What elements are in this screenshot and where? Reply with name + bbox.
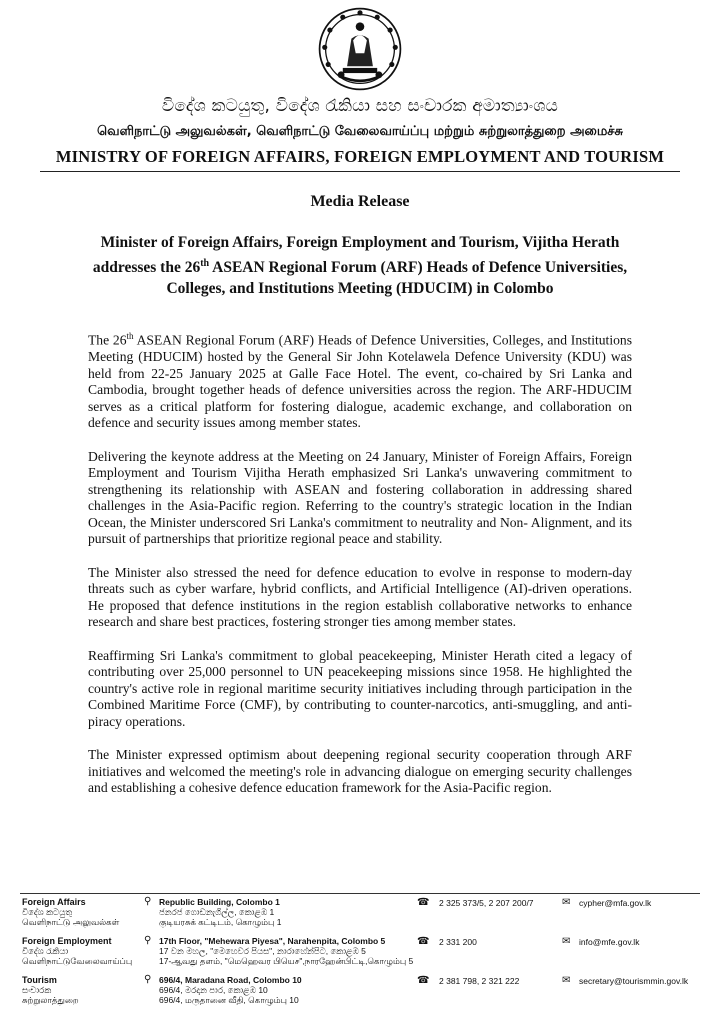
department-name: Tourism [22,975,57,985]
address [144,975,414,1005]
paragraph-1-rest: ASEAN Regional Forum (ARF) Heads of Defence Universities, Colleges, and Institutions Meeting (HDUCIM) hosted by the General Sir John Kotelawela Defence University (KDU) was held from 22-25 January 2025 at Galle Face Hotel. The event, co-chaired by Sri Lanka and Cambodia, brought together heads of defence universities across the region. The ARF-HDUCIM serves as a critical platform for fostering dialogue, academic exchange, and collaboration on defence and security issues among member states. [88,332,632,431]
email-address[interactable]: secretary@tourismmin.gov.lk [579,976,689,986]
paragraph-2: Delivering the keynote address at the Meeting on 24 January, Minister of Foreign Affairs, Foreign Employment and Tourism Vijitha Herath emphasized Sri Lanka's unwavering commitment to strengthening its relationship with ASEAN and fostering collaboration in addressing shared challenges in the Asia-Pacific region. Referring to the country's strategic location in the Indian Ocean, the Minister underscored Sri Lanka's commitment to neutrality and Non- Alignment, and its pursuit of partnerships that prioritize regional peace and stability. [88,448,632,547]
telephone-number: 2 325 373/5, 2 207 200/7 [439,898,534,908]
headline-text-1: Minister of Foreign Affairs, Foreign Employment and Tourism, Vijitha Herath addresses the 26 [92,234,620,277]
header-divider [40,171,680,172]
paragraph-5: The Minister expressed optimism about deepening regional security cooperation through ARF initiatives and welcomed the meeting's role in advancing dialogue on emerging security challenges and establishing a cohesive defence education framework for the Asia-Pacific region. [88,747,632,796]
contact-footer [22,897,700,1014]
paragraph-1-start: The 26 [88,332,127,348]
paragraph-3: The Minister also stressed the need for defence education to evolve in response to modern-day threats such as cyber warfare, hybrid conflicts, and Artificial Intelligence (AI)-driven operations. He proposed that defence institutions in the region establish collaborative networks to enhance research and share best practices, fostering stronger ties among member states. [88,564,632,630]
address-tamil: குடியரசுக் கட்டிடம், கொழும்பு 1 [159,917,282,927]
department-name-tamil: வெளிநாட்டுவேலைவாய்ப்பு [22,956,133,966]
telephone-number: 2 381 798, 2 321 222 [439,976,520,986]
department-name: Foreign Employment [22,936,112,946]
department-name-sinhala: සංචාරක [22,985,52,995]
headline-ordinal: th [200,258,210,269]
address-english: 17th Floor, "Mehewara Piyesa", Narahenpita, Colombo 5 [159,936,386,946]
email-address[interactable]: info@mfe.gov.lk [579,937,640,947]
address-english: 696/4, Maradana Road, Colombo 10 [159,975,302,985]
department-name-sinhala: විදේශ කටයුතු [22,907,73,917]
department [22,897,142,927]
department-name-tamil: வெளிநாட்டு அலுவல்கள் [22,917,120,927]
envelope-icon: ✉ [562,897,571,908]
telephone-number: 2 331 200 [439,937,477,947]
address-sinhala: ජනරජ ගොඩනැගිල්ල, කොළඹ 1 [159,907,275,917]
paragraph-1 [88,328,632,432]
press-release-body [88,328,632,814]
contact-row [22,936,700,975]
department-name-sinhala: විදේශ රැකියා [22,946,69,956]
department [22,975,142,1005]
contact-row [22,897,700,936]
address-tamil: 17-ஆவது தளம், "மெஹெவர பியெச",நாரஹேன்பிட்டி,கொழும்பு 5 [159,956,414,966]
contact-row [22,975,700,1014]
department [22,936,142,966]
location-pin-icon: ⚲ [144,935,152,946]
address [144,936,414,966]
paragraph-1-ordinal: th [126,331,134,341]
address-english: Republic Building, Colombo 1 [159,897,280,907]
email-address[interactable]: cypher@mfa.gov.lk [579,898,652,908]
ministry-name-english: MINISTRY OF FOREIGN AFFAIRS, FOREIGN EMPLOYMENT AND TOURISM [55,147,665,166]
address-tamil: 696/4, மருதானை வீதி, கொழும்பு 10 [159,995,299,1005]
telephone-icon: ☎ [417,975,430,986]
department-name: Foreign Affairs [22,897,86,907]
location-pin-icon: ⚲ [144,896,152,907]
document-label: Media Release [310,193,410,210]
address-sinhala: 696/4, මරදාන පාර, කොළඹ 10 [159,985,268,995]
envelope-icon: ✉ [562,975,571,986]
telephone-icon: ☎ [417,936,430,947]
sri-lanka-state-emblem [317,6,403,92]
paragraph-4: Reaffirming Sri Lanka's commitment to global peacekeeping, Minister Herath cited a legacy of contributing over 25,000 personnel to UN peacekeeping missions since 1958. He highlighted the country's active role in regional maritime security initiatives including through participation in the Combined Maritime Force (CMF), by contributing to counter-narcotics, anti-smuggling, and anti-piracy operations. [88,647,632,729]
envelope-icon: ✉ [562,936,571,947]
ministry-name-tamil: வெளிநாட்டு அலுவல்கள், வெளிநாட்டு வேலைவாய்ப்பு மற்றும் சுற்றுலாத்துறை அமைச்சு [97,124,623,139]
telephone-icon: ☎ [417,897,430,908]
headline [90,232,630,299]
address [144,897,414,927]
footer-divider [20,893,700,894]
headline-text-2: ASEAN Regional Forum (ARF) Heads of Defence Universities, Colleges, and Institutions Meeting (HDUCIM) in Colombo [166,259,628,298]
address-sinhala: 17 වන මහල, "මෙහෙවර පියස", නාරාහේන්පිට, කොළඹ 5 [159,946,366,956]
department-name-tamil: சுற்றுலாத்துறை [22,995,79,1005]
ministry-name-sinhala: විදේශ කටයුතු, විදේශ රැකියා සහ සංචාරක අමාත්‍යාංශය [161,96,559,116]
location-pin-icon: ⚲ [144,974,152,985]
